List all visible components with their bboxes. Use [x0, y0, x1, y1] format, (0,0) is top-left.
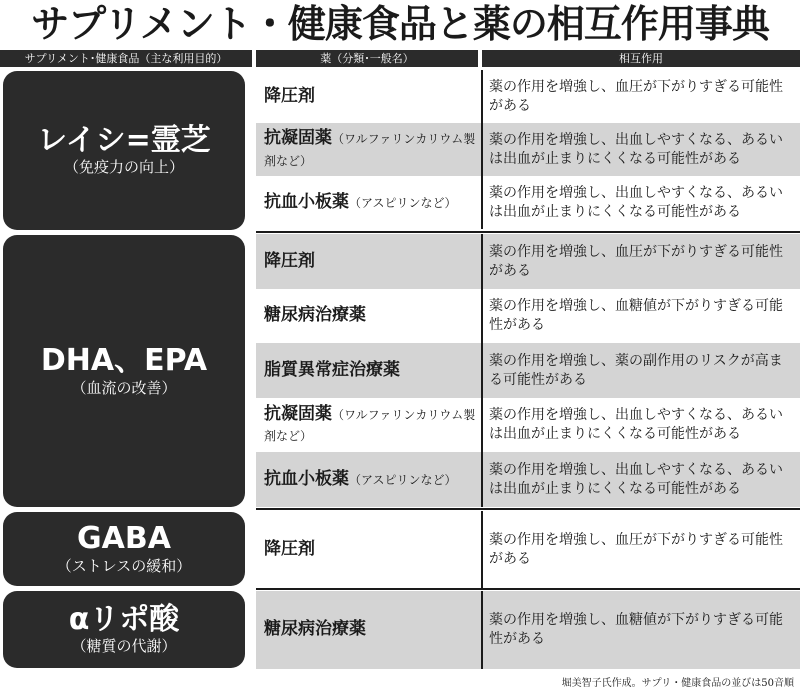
table-row [256, 70, 800, 123]
group-reishi [3, 71, 245, 230]
table-row [256, 289, 800, 343]
group-name: レイシ=霊芝 [37, 122, 211, 158]
drug-cell [256, 123, 481, 176]
interaction-cell: 薬の作用を増強し、血糖値が下がりすぎる可能性がある [481, 289, 800, 343]
header-interaction: 相互作用 [482, 50, 800, 67]
table-row [256, 234, 800, 289]
header-supplement: サプリメント･健康食品（主な利用目的） [0, 50, 252, 67]
group-purpose: （ストレスの緩和） [56, 556, 192, 575]
footnote: 堀美智子氏作成。サプリ・健康食品の並びは50音順 [561, 678, 794, 689]
header-drug: 薬（分類･一般名） [256, 50, 478, 67]
drug-cell [256, 176, 481, 229]
drug-cell [256, 234, 481, 289]
drug-cell [256, 398, 481, 452]
drug-note: （ワルファリンカリウム製剤など） [264, 132, 476, 168]
drug-cell [256, 591, 481, 669]
interaction-cell: 薬の作用を増強し、出血しやすくなる、あるいは出血が止まりにくくなる可能性がある [481, 123, 800, 176]
drug-name: 抗凝固薬 [264, 128, 332, 149]
drug-name: 降圧剤 [264, 538, 315, 559]
drug-cell [256, 511, 481, 588]
group-purpose: （血流の改善） [71, 378, 177, 397]
group-purpose: （免疫力の向上） [63, 158, 184, 176]
interaction-cell: 薬の作用を増強し、血圧が下がりすぎる可能性がある [481, 234, 800, 289]
table-row [256, 123, 800, 176]
interaction-cell: 薬の作用を増強し、出血しやすくなる、あるいは出血が止まりにくくなる可能性がある [481, 176, 800, 229]
interaction-cell: 薬の作用を増強し、血圧が下がりすぎる可能性がある [481, 70, 800, 123]
table-row [256, 398, 800, 452]
interaction-cell: 薬の作用を増強し、薬の副作用のリスクが高まる可能性がある [481, 343, 800, 398]
drug-name: 降圧剤 [264, 85, 315, 106]
group-name: GABA [77, 521, 171, 556]
table-row [256, 176, 800, 229]
group-purpose: （糖質の代謝） [71, 637, 177, 655]
drug-name: 糖尿病治療薬 [264, 619, 366, 640]
group-divider [256, 231, 800, 233]
group-name: αリポ酸 [68, 601, 180, 637]
group-divider [256, 588, 800, 590]
drug-note: （アスピリンなど） [349, 195, 457, 210]
table-row [256, 343, 800, 398]
group-divider [256, 508, 800, 510]
drug-name: 降圧剤 [264, 250, 315, 271]
drug-name: 抗凝固薬 [264, 403, 332, 424]
drug-cell [256, 289, 481, 343]
group-dha-epa [3, 235, 245, 507]
group-alpha-lipoic-acid [3, 591, 245, 668]
drug-note: （アスピリンなど） [349, 472, 457, 487]
interaction-cell: 薬の作用を増強し、血糖値が下がりすぎる可能性がある [481, 591, 800, 669]
interaction-cell: 薬の作用を増強し、出血しやすくなる、あるいは出血が止まりにくくなる可能性がある [481, 398, 800, 452]
table-row [256, 511, 800, 588]
drug-note: （ワルファリンカリウム製剤など） [264, 407, 476, 443]
drug-cell [256, 343, 481, 398]
interaction-cell: 薬の作用を増強し、出血しやすくなる、あるいは出血が止まりにくくなる可能性がある [481, 452, 800, 507]
page-title: サプリメント・健康食品と薬の相互作用事典 [31, 2, 769, 46]
table-row [256, 452, 800, 507]
drug-name: 抗血小板薬 [264, 468, 349, 489]
drug-name: 糖尿病治療薬 [264, 305, 366, 326]
group-name: DHA、EPA [40, 343, 208, 378]
drug-name: 抗血小板薬 [264, 191, 349, 212]
drug-cell [256, 70, 481, 123]
group-gaba [3, 512, 245, 586]
drug-cell [256, 452, 481, 507]
drug-name: 脂質異常症治療薬 [264, 359, 400, 380]
table-row [256, 591, 800, 669]
interaction-cell: 薬の作用を増強し、血圧が下がりすぎる可能性がある [481, 511, 800, 588]
